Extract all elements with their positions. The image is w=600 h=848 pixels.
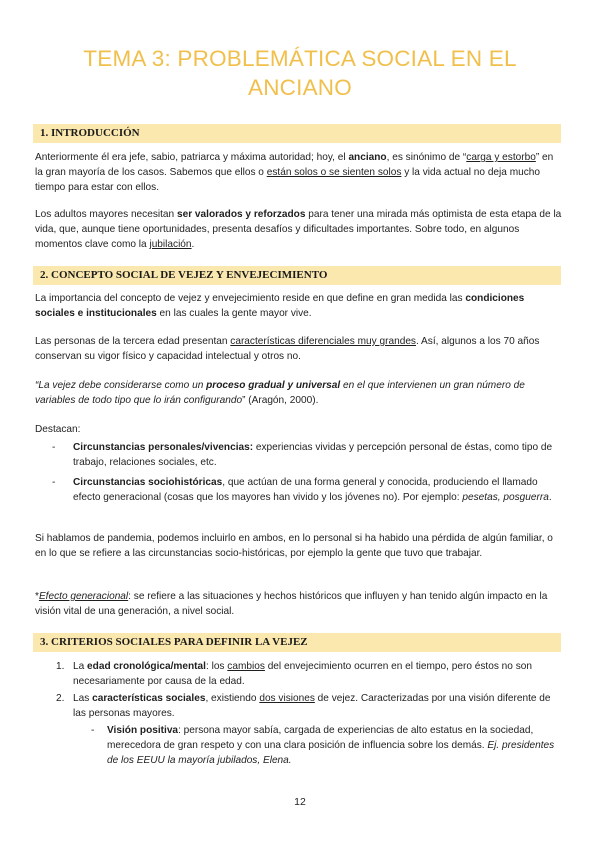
document-page: TEMA 3: PROBLEMÁTICA SOCIAL EN EL ANCIANO 1. INTRODUCCIÓN Anteriormente él era jefe, sabio, patriarca y máxima autoridad; hoy, el anciano, es sinónimo de “carga y estorbo” en la gran mayoría de los casos. Sabemos que ellos o están solos o se sienten solos y la vida actual no deja mucho tiempo para estar con ellos. Los adultos mayores necesitan ser valorados y reforzados para tener una mirada más optimista de esta etapa de la vida, que, aunque tiene oportunidades, presenta desafíos y dificultades importantes. Sobre todo, en algunos momentos clave como la jubilación. 2. CONCEPTO SOCIAL DE VEJEZ Y ENVEJECIMIENTO La importancia del concepto de vejez y envejecimiento reside en que define en gran medida las condiciones sociales e institucionales en las cuales la gente mayor vive. Las personas de la tercera edad presentan características diferenciales muy grandes. Así, algunos a los 70 años conservan su vigor físico y capacidad intelectual y otros no. “La vejez debe considerarse como un proceso gradual y universal en el que intervienen un gran número de variables de todo tipo que lo irán configurando” (Aragón, 2000). Destacan: - Circunstancias personales/vivencias: experiencias vividas y percepción personal de éstas, como tipo de trabajo, relaciones sociales, etc. - Circunstancias sociohistóricas, que actúan de una forma general y conocida, produciendo el llamado efecto generacional (cosas que los mayores han vivido y los jóvenes no). Por ejemplo: pesetas, posguerra. Si hablamos de pandemia, podemos incluirlo en ambos, en lo personal si ha habido una pérdida de algún familiar, o en lo que se refiere a las circunstancias socio-históricas, por ejemplo la gente que tuvo que trabajar. *Efecto generacional: se refiere a las situaciones y hechos históricos que influyen y han tenido algún impacto en la visión vital de una generación, a nivel social. 3. CRITERIOS SOCIALES PARA DEFINIR LA VEJEZ 1. La edad cronológica/mental: los cambios del envejecimiento ocurren en el tiempo, pero éstos no son necesariamente por causa de la edad. 2. Las características sociales, existiendo dos visiones de vejez. Caracterizadas por una visión diferente de las personas mayores. - Visión positiva: persona mayor sabía, cargada de experiencias de alto estatus en la sociedad, merecedora de gran respeto y con una clara posición de influencia sobre los demás. Ej. presidentes de los EEUU la mayoría jubilados, Elena. 12: [0, 0, 600, 848]
paragraph-concepto-2: Las personas de la tercera edad presentan características diferenciales muy grandes. Así, algunos a los 70 años conservan su vigor físico y capacidad intelectual y otros no.: [35, 336, 540, 362]
quote-aragon: “La vejez debe considerarse como un proceso gradual y universal en el que intervienen un gran número de variables de todo tipo que lo irán configurando” (Aragón, 2000).: [35, 380, 525, 406]
dash-bullet: -: [52, 442, 56, 453]
note-efecto-generacional: *Efecto generacional: se refiere a las situaciones y hechos históricos que influyen y han tenido algún impacto en la visión vital de una generación, a nivel social.: [35, 591, 548, 617]
paragraph-intro-2: Los adultos mayores necesitan ser valorados y reforzados para tener una mirada más optimista de esta etapa de la vida, que, aunque tiene oportunidades, presenta desafíos y dificultades importantes. Sobre todo, en algunos momentos clave como la jubilación.: [35, 209, 562, 250]
dash-bullet: -: [52, 477, 56, 488]
section-heading-concepto-social: 2. CONCEPTO SOCIAL DE VEJEZ Y ENVEJECIMIENTO: [33, 266, 561, 285]
page-title: TEMA 3: PROBLEMÁTICA SOCIAL EN EL ANCIANO: [83, 46, 517, 100]
paragraph-intro-1: Anteriormente él era jefe, sabio, patriarca y máxima autoridad; hoy, el anciano, es sinónimo de “carga y estorbo” en la gran mayoría de los casos. Sabemos que ellos o están solos o se sienten solos y la vida actual no deja mucho tiempo para estar con ellos.: [35, 152, 554, 193]
page-number: 12: [294, 796, 306, 808]
section-heading-introduccion: 1. INTRODUCCIÓN: [33, 124, 561, 143]
paragraph-pandemia: Si hablamos de pandemia, podemos incluirlo en ambos, en lo personal si ha habido una pérdida de algún familiar, o en lo que se refiere a las circunstancias socio-históricas, por ejemplo la gente que tuvo que trabajar.: [35, 533, 553, 559]
paragraph-concepto-1: La importancia del concepto de vejez y envejecimiento reside en que define en gran medida las condiciones sociales e institucionales en las cuales la gente mayor vive.: [35, 293, 525, 319]
section-heading-criterios: 3. CRITERIOS SOCIALES PARA DEFINIR LA VEJEZ: [33, 633, 561, 652]
destacan-label: Destacan:: [35, 424, 81, 435]
